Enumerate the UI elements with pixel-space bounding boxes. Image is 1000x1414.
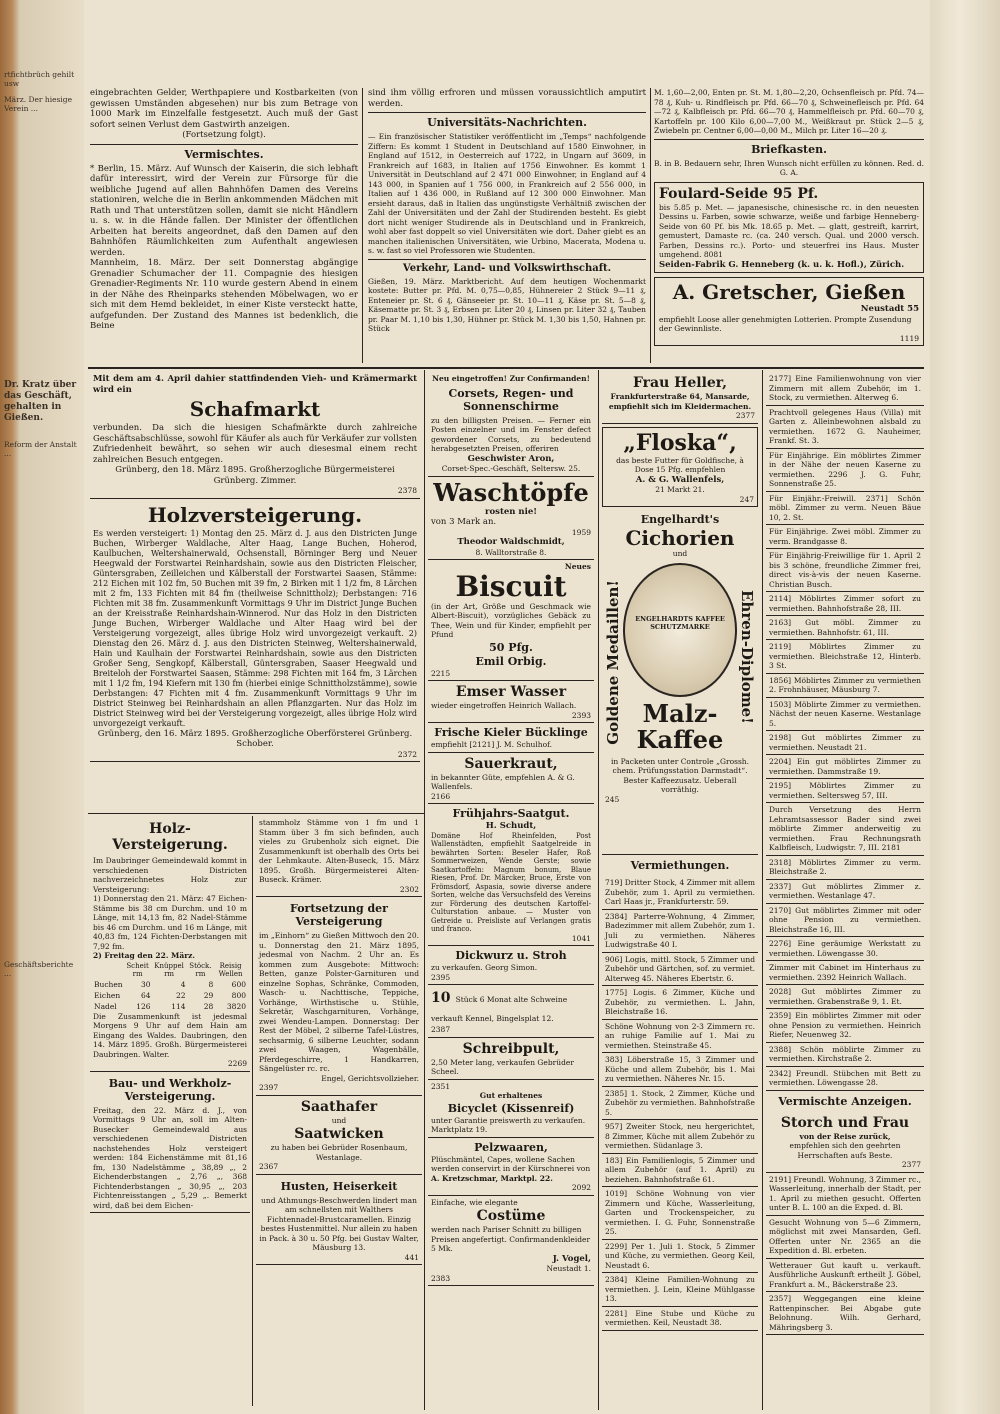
- ad-text: werden nach Pariser Schnitt zu billigen Preisen angefertigt. Confirmandenkleider 5 Mk.: [431, 1225, 591, 1253]
- ad-fruehjahr: [428, 804, 594, 946]
- ad-number: 2351: [431, 1081, 451, 1091]
- section-title-misc: Vermischte Anzeigen.: [778, 1094, 912, 1108]
- ad-firm: Geschwister Aron,: [467, 453, 555, 464]
- ad-title: A. Gretscher, Gießen: [672, 280, 906, 304]
- classified-item: Durch Versetzung des Herrn Lehramtsassessor Bader sind zwei möblirte Zimmer anderweitig zu vermiethen. Frau Rechnungsrath Kalbfleisch, Ludwigstr. 7, III. 2181: [766, 803, 924, 856]
- ad-firm: Emil Orbig.: [475, 654, 547, 668]
- classified-item: 2028] Gut möblirtes Zimmer zu vermiethen. Grabenstraße 9, 1. Et.: [766, 985, 924, 1009]
- ad-sub: von der Reise zurück,: [799, 1131, 891, 1141]
- classified-item: Für Einjähr.-Freiwill. 2371] Schön möbl. Zimmer zu verm. Neuen Bäue 10, 2. St.: [766, 492, 924, 526]
- ad-text: verbunden. Da sich die hiesigen Schafmärkte durch zahlreiche Geschäftsabschlüsse, sowohl für Käufer als auch für Verkäufer zur vollsten Zufriedenheit bewährt, so sehen wir auch diesesmal einem recht zahlreichen Besuch entgegen.: [93, 423, 418, 465]
- article-berlin: * Berlin, 15. März. Auf Wunsch der Kaiserin, die sich lebhaft dafür interessirt, wird der Verein zur Fürsorge für die weibliche Jugend auf allen Bahnhöfen Damen des Vereins stationiren, welche die in Berlin ankommenden Mädchen mit Rath und That unterstützen sollen, damit sie nicht Händlern u. s. w. in die Hände fallen. Der Minister der öffentlichen Arbeiten hat bereits angeordnet, daß den Damen auf den Bahnhöfen Räumlichkeiten zum Aufenthalt angewiesen werden.: [90, 163, 358, 258]
- ad-emser: [428, 681, 594, 723]
- medal-text: ENGELHARDTS KAFFEE SCHUTZMARKE: [635, 614, 725, 631]
- ad-title: Costüme: [476, 1208, 546, 1224]
- ads-column-d: [766, 372, 924, 1408]
- classified-item: 2281] Eine Stube und Küche zu vermiethen. Keil, Neustadt 38.: [602, 1307, 758, 1331]
- ad-biscuit: [428, 560, 594, 681]
- article-market-cont: M. 1,60—2,00, Enten pr. St. M. 1,80—2,20, Ochsenfleisch pr. Pfd. 74—78 ₰, Kuh- u. Rindfleisch pr. Pfd. 66—70 ₰, Schweinefleisch pr. Pfd. 64—72 ₰, Kalbfleisch pr. Pfd. 66—70 ₰, Hammelfleisch pr. Pfd. 60—70 ₰, Kartoffeln pr. 100 Kilo 6,00—7,00 M., Weißkraut pr. Stück 2—5 ₰, Zwiebeln pr. Centner 6,00—0,00 M., Milch pr. Liter 16—20 ₰.: [654, 88, 924, 135]
- ad-text: das beste Futter für Goldfische, à Dose 15 Pfg. empfehlen: [616, 455, 744, 474]
- ad-number: 1119: [899, 333, 919, 343]
- ad-and: und: [331, 1115, 347, 1125]
- ad-text: und Athmungs-Beschwerden lindert man am schnellsten mit Walthers Fichtennadel-Brustcaramellen. Einzig bestes Hustenmittel. Nur allein zu haben in Pack. à 30 u. 50 Pfg. bei Gustav Walter, Mäusburg 13.: [259, 1195, 419, 1252]
- ad-title: Engelhardt's: [640, 513, 720, 526]
- ad-title: Holzversteigerung.: [147, 502, 363, 527]
- ad-title: Emser Wasser: [455, 684, 567, 700]
- ad-text: Plüschmäntel, Capes, wollene Sachen werden conservirt in der Kürschnerei von: [431, 1154, 591, 1173]
- ad-address: 21 Markt 21.: [655, 485, 705, 494]
- ad-schreibpult: [428, 1038, 594, 1080]
- wood-table-row: [93, 990, 247, 1001]
- top-column-1: [90, 88, 358, 364]
- ad-number: 441: [404, 1252, 419, 1262]
- vermiethungen-list: [602, 876, 758, 1331]
- wood-table-cell: 4: [180, 979, 186, 989]
- ad-signature: Grünberg, den 16. März 1895. Großherzogliche Oberförsterei Grünberg. Schober.: [97, 728, 413, 749]
- ad-firm: A. & G. Wallenfels,: [635, 474, 725, 485]
- ad-text: Es werden versteigert: 1) Montag den 25. März d. J. aus den Districten Junge Buchen, Wirberger Waldlache, Alter Haag, Lange Buchen, Hoherod, Kaulbuchen, Weltershainerwald, Ochsenstall, Börninger Berg und Neuer Heegwald der Forstwartei Reinhardshain, sowie aus den Districten Fleischer, Güntersgraben, Zeilleichen und Kälberstall der Forstwartei Saasen, Stämme: 212 Eichen mit 102 fm, 50 Buchen mit 39 fm, 2 Birken mit 1 1/2 fm, 8 Lärchen mit 2 fm, 133 Fichten mit 84 fm (theilweise Schnittholz); Derbstangen: 716 Fichten mit 38 fm. Zusammenkunft Vormittags 9 Uhr im District Junge Buchen an der Kreisstraße Reinhardshain-Winnerod. Nur das Holz in den Districten Junge Buchen, Wirberger Waldlache und Alter Haag wird bei der Versteigerung vorgezeigt, alles übrige Holz wird unvorgezeigt verkauft. 2) Dienstag den 26. März d. J. aus den Districten Steinweg, Weltershainerwald, Hain und Kaulhain der Forstwartei Reinhardshain, sowie aus den Districten Großer Seng, Sengkopf, Kälberstall, Güntersgraben, Saaser Heegwald und Breiteloh der Forstwartei Saasen, Stämme: 298 Fichten mit 164 fm, 3 Lärchen mit 1 1/2 fm, 194 Kiefern mit 130 fm (hierbei einige Schnittholzstämme), sowie Derbstangen: 47 Fichten mit 4 fm. Zusammenkunft Vormittags 9 Uhr im District Steinweg bei Reinhardshain an allen Pflanzgarten. Nur das Holz im District Steinweg wird bei der Versteigerung vorgezeigt, alles übrige Holz wird unvorgezeigt verkauft.: [93, 528, 417, 728]
- classified-item: 2119] Möblirtes Zimmer zu vermiethen. Bleichstraße 12, Hinterb. 3 St.: [766, 640, 924, 674]
- classified-item: 1019] Schöne Wohnung von vier Zimmern und Küche, Wasserleitung, Garten und Trockenspeicher, zu vermiethen. I. G. Fuhr, Sonnenstraße 25.: [602, 1187, 758, 1240]
- ad-number: 1041: [571, 933, 591, 943]
- ad-pelzwaaren: [428, 1138, 594, 1196]
- letters-text: B. in B. Bedauern sehr, Ihren Wunsch nicht erfüllen zu können. Red. d. G. A.: [654, 158, 924, 177]
- ad-holzversteigerung: [90, 499, 420, 763]
- ad-sub: Corset-Spec.-Geschäft, Seltersw. 25.: [441, 464, 581, 473]
- binding-fragment: Reform der Anstalt ...: [4, 440, 77, 458]
- ad-title: Bicyclet (Kissenreif): [447, 1101, 575, 1115]
- ad-title: Fortsetzung der Versteigerung: [290, 902, 388, 928]
- classified-item: 383] Löberstraße 15, 3 Zimmer und Küche und allem Zubehör, bis 1. Mai zu vermiethen. Näheres Nr. 15.: [602, 1053, 758, 1087]
- classified-item: Wetterauer Gut kauft u. verkauft. Ausführliche Auskunft ertheilt J. Göbel, Frankfurt a. M., Bäckerstraße 23.: [766, 1259, 924, 1293]
- ad-number: 2215: [431, 668, 451, 678]
- classified-item: 2191] Freundl. Wohnung, 3 Zimmer rc., Wasserleitung, innerhalb der Stadt, per 1. April zu miethen gesucht. Offerten unter B. L. 100 an die Exped. d. Bl.: [766, 1173, 924, 1216]
- ad-text: Frankfurterstraße 64, Mansarde, empfiehlt sich im Kleidermachen.: [608, 392, 752, 411]
- ad-bau-werkholz: [90, 1072, 250, 1214]
- ad-address: Neustadt 55: [860, 304, 919, 314]
- continuation-note: (Fortsetzung folgt).: [182, 130, 266, 140]
- classified-item: 957] Zweiter Stock, neu hergerichtet, 8 Zimmer, Küche mit allem Zubehör zu vermiethen. Südanlage 3.: [602, 1120, 758, 1154]
- classified-item: 2163] Gut möbl. Zimmer zu vermiethen. Bahnhofstr. 61, III.: [766, 616, 924, 640]
- ad-text: Domäne Hof Rheinfelden, Post Wallenstädten, empfiehlt Saatgelreide in bewährten Sorten: Beseler Hafer, Roß Sommerweizen, Wende Gerste; sowie Saatkartoffeln: Magnum bonum, Blaue Riesen, Prof. Dr. Märcker, Bruce, Erste von Frömsdorf, Aspasia, sowie diverse andere Sorten, welche das Versuchsfeld des Vereins zur Förderung des deutschen Kartoffel-Culturstation anbaue. — Muster von Getreide u. Preisliste auf Verlangen gratis und franco.: [431, 831, 591, 933]
- ad-intro: Mit dem am 4. April dahier stattfindenden Vieh- und Krämermarkt wird ein: [93, 374, 417, 395]
- rooms-list: [766, 372, 924, 1091]
- ad-price: 50 Pfg.: [489, 640, 533, 654]
- ad-firm: Theodor Waldschmidt,: [457, 537, 565, 547]
- wood-table-cell: 22: [176, 990, 186, 1000]
- classified-item: 2384] Kleine Familien-Wohnung zu vermiethen. J. Lein, Kleine Mühlgasse 13.: [602, 1273, 758, 1307]
- ad-side-label-right: Ehren-Diplome!: [738, 590, 756, 724]
- binding-fragment: März. Der hiesige Verein ...: [4, 95, 73, 113]
- classified-item: 719] Dritter Stock, 4 Zimmer mit allem Zubehör, zum 1. April zu vermiethen. Carl Haas jr., Frankfurterstr. 59.: [602, 876, 758, 910]
- wood-table-cell: 600: [231, 979, 246, 989]
- ad-husten: [256, 1175, 422, 1266]
- ad-title: Bau- und Werkholz-Versteigerung.: [108, 1076, 232, 1103]
- classified-item: 1775] Logis. 6 Zimmer, Küche und Zubehör, zu vermiethen. L. Jahn, Bleichstraße 16.: [602, 986, 758, 1020]
- classified-item: 2342] Freundl. Stübchen mit Bett zu vermiethen. Löwengasse 28.: [766, 1067, 924, 1091]
- wood-table-header: [93, 961, 124, 979]
- ad-number: 2395: [431, 972, 451, 982]
- ad-title: Pelzwaaren,: [474, 1140, 548, 1154]
- ad-number: 245: [605, 794, 620, 804]
- ad-text: empfiehlt Loose aller genehmigten Lotterien. Prompte Zusendung der Gewinnliste.: [659, 314, 912, 333]
- wood-table-header: Knüppel rm: [154, 961, 184, 978]
- ad-left: Einfache, wie elegante: [431, 1197, 518, 1207]
- ad-title: Frau Heller,: [632, 375, 728, 391]
- wood-table-cell: 28: [203, 1001, 214, 1011]
- ad-firm: J. Vogel,: [552, 1253, 591, 1264]
- ad-text: Im Daubringer Gemeindewald kommt in verschiedenen Districten nachverzeichnetes Holz zur Versteigerung:: [93, 856, 247, 894]
- ad-text: 2,50 Meter lang, verkaufen Gebrüder Scheel.: [431, 1057, 574, 1076]
- ad-title: Schreibpult,: [462, 1040, 560, 1057]
- ad-count: 10: [431, 990, 451, 1006]
- ad-costueme: [428, 1196, 594, 1287]
- ad-firm: A. Kretzschmar, Marktpl. 22.: [431, 1173, 553, 1183]
- ad-saathafer: [256, 1096, 422, 1175]
- section-title: Briefkasten.: [751, 142, 827, 156]
- ad-sub: rosten nie!: [485, 506, 537, 517]
- ad-dickwurz: [428, 946, 594, 985]
- classified-item: 2385] 1. Stock, 2 Zimmer, Küche und Zubehör zu vermiethen. Bahnhofstraße 5.: [602, 1087, 758, 1121]
- wood-table-cell: 3820: [226, 1001, 246, 1011]
- ad-text: zu haben bei Gebrüder Rosenbaum, Westanlage.: [270, 1143, 408, 1162]
- ad-number: 2377: [735, 411, 755, 420]
- ad-signature: Engel, Gerichtsvollzieher.: [321, 1073, 419, 1083]
- ad-date2: 2) Freitag den 22. März.: [93, 951, 196, 960]
- medal-emblem-icon: [623, 563, 737, 697]
- article-market: Gießen, 19. März. Marktbericht. Auf dem heutigen Wochenmarkt kostete: Butter pr. Pfd. M. 0,75—0,85, Hühnereier 2 Stück 9—11 ₰, Enteneier pr. St. 6 ₰, Gänseeier pr. St. 10—11 ₰, Käse pr. St. 5—8 ₰, Käsematte pr. St. 3 ₰, Erbsen pr. Liter 20 ₰, Linsen pr. Liter 32 ₰, Tauben pr. Paar M. 1,10 bis 1,30, Hühner pr. Stück M. 1,30 bis 1,50, Hahnen pr. Stück: [368, 276, 646, 333]
- ad-bau-cont: [256, 816, 422, 897]
- classified-item: 906] Logis, mittl. Stock, 5 Zimmer und Zubehör und Gärtchen, sof. zu vermiet. Alterweg 45. Näheres Ebertstr. 6.: [602, 953, 758, 987]
- classified-item: 2198] Gut möblirtes Zimmer zu vermiethen. Neustadt 21.: [766, 731, 924, 755]
- classified-item: Für Einjährig-Freiwillige für 1. April 2 bis 3 schöne, freundliche Zimmer frei, direct vis-à-vis der neuen Kaserne. Christian Busch.: [766, 549, 924, 592]
- ad-title: Waschtöpfe: [433, 477, 589, 507]
- ad-title: Husten, Heiserkeit: [280, 1179, 398, 1193]
- section-title: Verkehr, Land- und Volkswirthschaft.: [402, 262, 612, 274]
- ad-firm: Seiden-Fabrik G. Henneberg (k. u. k. Hofl.), Zürich.: [659, 259, 905, 270]
- ad-text: von 3 Mark an.: [431, 517, 497, 527]
- ad-signature: Grünberg, den 18. März 1895. Großherzogliche Bürgermeisterei Grünberg. Zimmer.: [115, 465, 395, 486]
- page-edge-shadow: [930, 0, 1000, 1414]
- wood-table-row: [93, 979, 247, 990]
- ad-storch: [766, 1112, 924, 1173]
- wood-table-cell: 114: [171, 1001, 186, 1011]
- classified-item: 2359] Ein möblirtes Zimmer mit oder ohne Pension zu vermiethen. Heinrich Riefer, Neuenweg 32.: [766, 1009, 924, 1043]
- ad-title: Holz-Versteigerung.: [112, 821, 228, 853]
- ad-title: Frühjahrs-Saatgut.: [452, 807, 570, 820]
- classified-item: 2357] Weggegangen eine kleine Rattenpinscher. Bei Abgabe gute Belohnung. Wilh. Gerhard, Mähringsberg 3.: [766, 1292, 924, 1335]
- ad-title-2: Cichorien: [625, 526, 735, 550]
- classified-item: Für Einjährige. Ein möblirtes Zimmer in der Nähe der neuen Kaserne zu vermiethen. 2296 J. G. Fuhr, Sonnenstraße 25.: [766, 449, 924, 492]
- ad-number: 2387: [431, 1025, 451, 1034]
- ad-text: im „Einhorn“ zu Gießen Mittwoch den 20. u. Donnerstag den 21. März 1895, jedesmal von Nachm. 2 Uhr an. Es kommen zum Ausgebote: Mittwoch: Betten, ganze Polster-Garnituren und einzelne Sophas, Schränke, Commoden, Wasch- u. Nachttische, Teppiche, Vorhänge, Wirthstische u. Stühle, Sekretär, Waschgarnituren, Vorhänge, zwei Wendeu-Lampen. Donnerstag: Der Rest der Möbel, 2 silberne Tafel-Lüstres, sechsarmig, 6 silberne Leuchter, sodann zwei Waagen, Wagenbälle, Pferdegeschirre, 1 Handkarren, Sängelüster rc. rc.: [259, 931, 419, 1073]
- ad-fortsetzung: [256, 897, 422, 1096]
- ad-number: 2302: [399, 884, 419, 894]
- article-continuation: eingebrachten Gelder, Werthpapiere und Kostbarkeiten (von gewissen Umständen abgesehen) nur bis zum Betrage von 1000 Mark im Einzelfalle festgesetzt. Auch muß der Gast sofort seinen Verlust dem Gastwirth anzeigen.: [90, 88, 358, 130]
- ad-address: Neustadt 1.: [546, 1264, 591, 1273]
- wood-table: [93, 961, 247, 1012]
- ad-title: Schafmarkt: [189, 397, 321, 421]
- ad-title: Storch und Frau: [780, 1114, 910, 1131]
- wood-table-cell: 126: [136, 1001, 151, 1011]
- classified-item: 2299] Per 1. Juli 1. Stock, 5 Zimmer und Küche, zu vermiethen. Georg Keil, Neustadt 6.: [602, 1240, 758, 1274]
- ad-text: unter Garantie preiswerth zu verkaufen. Marktplatz 19.: [431, 1115, 586, 1134]
- book-binding-edge: [0, 0, 84, 1414]
- ads-column-a1: [90, 816, 250, 1406]
- ad-gretscher: [654, 277, 924, 346]
- classified-item: 2388] Schön möblirte Zimmer zu vermiethen. Kirchstraße 2.: [766, 1043, 924, 1067]
- wood-table-row: [93, 1001, 247, 1012]
- wood-table-header: Stöck. rm: [189, 961, 212, 978]
- ad-malz-text: in Packeten unter Controle „Grossh. chem. Prüfungsstation Darmstadt“. Bester Kaffeezusatz. Ueberall vorräthig.: [610, 756, 750, 794]
- classified-item: 1503] Möblirte Zimmer zu vermiethen. Nächst der neuen Kaserne. Westanlage 5.: [766, 698, 924, 732]
- ads-column-b: [428, 372, 594, 1408]
- ad-and: und: [672, 549, 688, 558]
- classified-item: 2170] Gut möblirtes Zimmer mit oder ohne Pension zu vermiethen. Bleichstraße 16, III.: [766, 904, 924, 938]
- ad-number: 2383: [431, 1273, 451, 1283]
- article-mannheim: Mannheim, 18. März. Der seit Donnerstag abgängige Grenadier Schumacher der 11. Compagnie des hiesigen Grenadier-Regiments Nr. 110 wurde gestern Abend in einem in der Nähe des Rheinparks stehenden Möbelwagen, wo er sich mit dem Hemd bekleidet, in einer Kiste versteckt hatte, aufgefunden. Der Zustand des Mannes ist bedenklich, die Beine: [90, 258, 358, 331]
- ad-head: Neu eingetroffen! Zur Confirmanden!: [432, 374, 590, 383]
- ad-title: „Floska“,: [623, 429, 737, 456]
- classified-item: 2177] Eine Familienwohnung von vier Zimmern mit allem Zubehör, im 1. Stock, zu vermiethen. Alterweg 6.: [766, 372, 924, 406]
- article-universities: — Ein französischer Statistiker veröffentlicht im „Temps“ nachfolgende Ziffern: Es kommt 1 Student in Deutschland auf 1580 Einwohner, in England auf 1512, in Oesterreich auf 1722, in Ungarn auf 3609, in Frankreich auf 1683, in Italien auf 1756 Einwohner. Es kommt 1 Universität in Deutschland auf 2 471 000 Einwohner, in England auf 4 143 000, in Spanien auf 1 756 000, in Frankreich auf 2 556 000, in Italien auf 1 436 000, in Rußland auf 12 300 000 Einwohner. Man ersieht daraus, daß in Italien das ungünstigste Verhältniß zwischen der Zahl der Universitäten und der Zahl der Studirenden besteht. Es giebt dort nicht weniger Studirende als in Deutschland und in Frankreich, wohl aber fast doppelt so viel Universitäten wie dort. Daher giebt es an manchen italienischen Universitäten, wie Urbino, Macerata, Modena u. s. w. fast so viel Professoren wie Studenten.: [368, 132, 646, 255]
- section-divider: [88, 367, 924, 369]
- wood-table-cell: 29: [203, 990, 214, 1000]
- ads-column-a: [90, 372, 420, 812]
- ad-number: 2372: [397, 749, 417, 759]
- newspaper-page: [84, 0, 930, 1414]
- wood-table-cell: 30: [140, 979, 151, 989]
- classified-item: 1856] Möblirtes Zimmer zu vermiethen 2. Frohnhäuser, Mäusburg 7.: [766, 674, 924, 698]
- ad-number: 2377: [901, 1160, 921, 1169]
- classified-item: 2337] Gut möblirtes Zimmer z. vermiethen. Westanlage 47.: [766, 880, 924, 904]
- ad-text: empfiehlt [2121] J. M. Schulhof.: [431, 740, 553, 749]
- ad-text: (in der Art, Größe und Geschmack wie Albert-Biscuit), vorzügliches Gebäck zu Thee, Wein und für Kinder, empfiehlt per Pfund: [431, 601, 591, 639]
- classified-item: Für Einjährige. Zwei möbl. Zimmer zu verm. Brandgasse 8.: [766, 525, 924, 549]
- classified-item: Prachtvoll gelegenes Haus (Villa) mit Garten z. Alleinbewohnen alsbald zu vermiethen. 1672 G. Nauheimer, Frankf. St. 3.: [766, 406, 924, 449]
- ad-text: Freitag, den 22. März d. J., von Vormittags 9 Uhr an, soll im Alten-Busecker Gemeindewald aus verschiedenen Districten nachstehendes Holz versteigert werden: 184 Eichenstämme mit 81,16 fm, 130 Nadelstämme „ 38,89 „, 2 Eichenderbstangen „ 2,76 „, 368 Fichtenderbstangen „ 30,95 „, 203 Fichtenreisstangen „ 5,29 „. Bemerkt wird, daß bei dem Eichen-: [93, 1105, 247, 1210]
- ad-title: Sauerkraut,: [464, 755, 558, 772]
- section-title: Vermischtes.: [184, 147, 264, 161]
- ad-number: 2269: [227, 1059, 247, 1068]
- classified-item: 2195] Möblirtes Zimmer zu vermiethen. Seltersweg 57, III.: [766, 779, 924, 803]
- ad-malz-title: Malz-Kaffee: [636, 698, 724, 754]
- ad-number: 2397: [259, 1083, 279, 1092]
- classified-item: 2276] Eine geräumige Werkstatt zu vermiethen. Löwengasse 30.: [766, 937, 924, 961]
- ad-firm: H. Schudt,: [485, 821, 537, 831]
- ad-title-2: Saatwicken: [294, 1126, 384, 1142]
- ad-foulard: [654, 182, 924, 274]
- top-column-2: [368, 88, 646, 364]
- ad-address: 8. Walltorstraße 8.: [475, 547, 547, 557]
- binding-fragment: rtfichtbrüch gehilt usw: [4, 70, 75, 88]
- ad-sauerkraut: [428, 753, 594, 805]
- ad-text: wieder eingetroffen Heinrich Wallach.: [431, 701, 577, 710]
- ad-text: zu verkaufen. Georg Simon.: [431, 963, 538, 972]
- ad-title: Biscuit: [455, 569, 567, 603]
- ad-title: Dickwurz u. Stroh: [455, 949, 567, 962]
- ad-text: stammholz Stämme von 1 fm und 1 Stamm über 3 fm sich befinden, auch vieles zu Grubenholz sich eignet. Die Zusammenkunft ist oberhalb des Orts bei der Lehmkaute. Alten-Buseck, 15. März 1895. Großh. Bürgermeisterei Alten-Buseck. Krämer.: [259, 818, 419, 884]
- ad-holz-daubringen: [90, 816, 250, 1072]
- ad-text: empfehlen sich den geehrten Herrschaften aufs Beste.: [789, 1141, 901, 1160]
- ads-column-a2: [256, 816, 422, 1406]
- ad-number: 2393: [571, 710, 591, 720]
- ad-waschtoepfe: [428, 477, 594, 561]
- ad-heller: [602, 372, 758, 424]
- ad-cichorien: [602, 510, 758, 855]
- ad-schweine: [428, 985, 594, 1038]
- ad-title: Foulard-Seide 95 Pf.: [659, 185, 819, 202]
- ad-kieler: [428, 723, 594, 753]
- ad-date1: 1) Donnerstag den 21. März: 47 Eichen-Stämme bis 38 cm Durchm. und 10 m Länge, mit 14,13 fm, 82 Nadel-Stämme bis 46 cm Durchm. und 16 m Länge, mit 40,83 fm, 124 Fichten-Derbstangen mit 7,92 fm.: [93, 894, 247, 951]
- top-column-3: [654, 88, 924, 364]
- wood-table-cell: 64: [140, 990, 151, 1000]
- ad-title: Frische Kieler Bücklinge: [434, 726, 588, 739]
- classified-item: Zimmer mit Cabinet im Hinterhaus zu vermiethen. 2392 Heinrich Wallach.: [766, 961, 924, 985]
- ad-schafmarkt: [90, 372, 420, 499]
- section-title-vermiethungen: Vermiethungen.: [630, 859, 730, 872]
- ad-bicyclet: [428, 1080, 594, 1138]
- ad-number: 2378: [397, 486, 417, 495]
- section-title: Universitäts-Nachrichten.: [427, 116, 587, 129]
- classified-item: 2384] Parterre-Wohnung, 4 Zimmer, Badezimmer mit allem Zubehör, zum 1. Juli zu vermiethen. Näheres Ludwigstraße 40 I.: [602, 910, 758, 953]
- ad-text: zu den billigsten Preisen. — Ferner ein Posten einzelner und im Fenster defect gewordener Corsets, zu bedeutend herabgesetzten Preisen, offeriren: [431, 415, 591, 453]
- article-continuation: sind ihm völlig erfroren und müssen voraussichtlich amputirt werden.: [368, 88, 646, 109]
- ad-text: in bekannter Güte, empfehlen A. & G. Wallenfels.: [431, 772, 575, 791]
- misc-ads-list: [766, 1173, 924, 1336]
- classified-item: Schöne Wohnung von 2-3 Zimmern rc. an ruhige Familie auf 1. Mai zu vermiethen. Steinstraße 45.: [602, 1020, 758, 1054]
- ad-title: Saathafer: [300, 1098, 378, 1115]
- wood-table-header: Reisig Wellen: [218, 961, 243, 978]
- ad-new: Neues: [564, 562, 591, 571]
- ad-number: 247: [739, 494, 754, 504]
- ad-floska: [602, 427, 758, 508]
- ad-number: 1959: [571, 527, 591, 537]
- classified-item: 2318] Möblirtes Zimmer zu verm. Bleichstraße 2.: [766, 856, 924, 880]
- classified-item: 2204] Ein gut möblirtes Zimmer zu vermiethen. Dammstraße 19.: [766, 755, 924, 779]
- wood-table-cell: 8: [208, 979, 214, 989]
- ad-corsets: [428, 372, 594, 477]
- ad-number: 2092: [571, 1183, 591, 1192]
- ad-text: Stück 6 Monat alte Schweine verkauft Kennel, Bingelsplat 12.: [431, 995, 568, 1023]
- binding-fragment: Geschäftsberichte ...: [4, 960, 74, 978]
- ad-closing: Die Zusammenkunft ist jedesmal Morgens 9 Uhr auf dem Hain am Eingang des Waldes. Daubringen, den 14. März 1895. Großh. Bürgermeisterei Daubringen. Walter.: [93, 1011, 247, 1059]
- wood-table-cell: 800: [231, 990, 246, 1000]
- wood-table-cell: Eichen: [94, 990, 121, 1000]
- binding-fragment: Dr. Kratz über das Geschäft, gehalten in Gießen.: [4, 380, 77, 423]
- ad-number: 2367: [259, 1162, 279, 1171]
- classified-item: Gesucht Wohnung von 5—6 Zimmern, möglichst mit zwei Mansarden, Gefl. Offerten unter Nr. 2365 an die Expedition d. Bl. erbeten.: [766, 1216, 924, 1259]
- wood-table-header: Scheit rm: [126, 961, 149, 978]
- ads-column-c: [602, 372, 758, 1408]
- classified-item: 2114] Möblirtes Zimmer sofort zu vermiethen. Bahnhofstraße 28, III.: [766, 592, 924, 616]
- ad-side-label-left: Goldene Medaillen!: [604, 580, 622, 745]
- ad-head: Gut erhaltenes: [479, 1091, 543, 1100]
- ad-text: bis 5.85 p. Met. — japanesische, chinesische rc. in den neuesten Dessins u. Farben, sowie schwarze, weiße und farbige Henneberg-Seide von 60 Pf. bis Mk. 18.65 p. Met. — glatt, gestreift, karrirt, gemustert, Damaste rc. (ca. 240 versch. Qual. und 2000 versch. Farben, Dessins rc.). Porto- und steuerfrei ins Haus. Muster umgehend. 8081: [659, 202, 919, 259]
- classified-item: 183] Ein Familienlogis, 5 Zimmer und allem Zubehör (auf 1. April) zu beziehen. Bahnhofstraße 61.: [602, 1154, 758, 1188]
- wood-table-cell: Buchen: [94, 979, 123, 989]
- ad-number: 2166: [431, 791, 451, 801]
- wood-table-cell: Nadel: [94, 1001, 117, 1011]
- ad-title: Corsets, Regen- und Sonnenschirme: [448, 386, 574, 413]
